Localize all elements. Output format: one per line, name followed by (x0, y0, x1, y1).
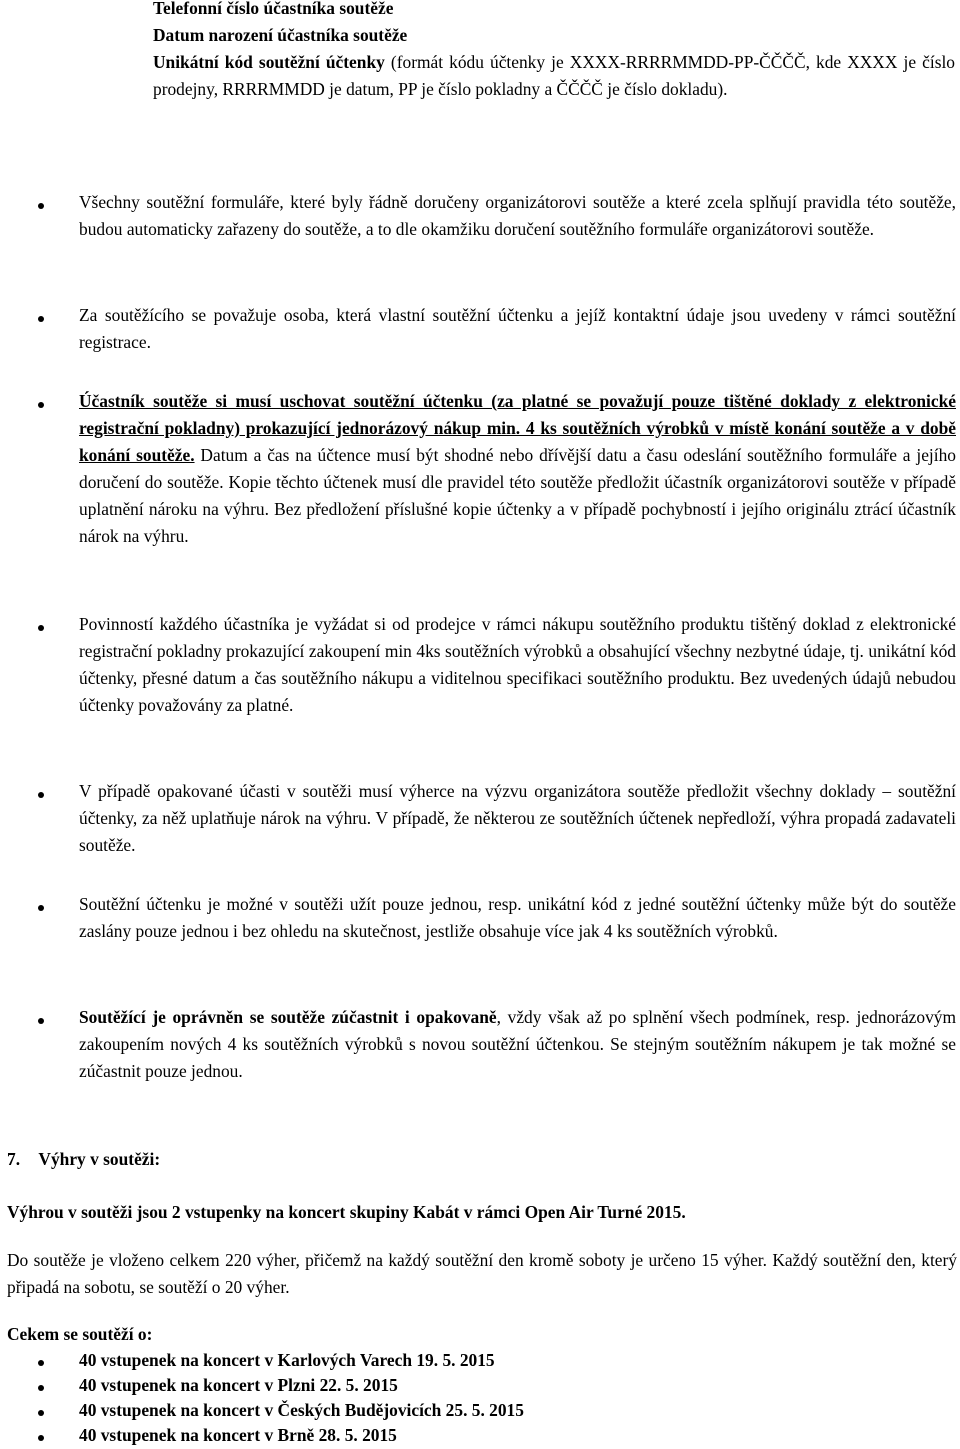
repeat-allowed-emphasis: Soutěžící je oprávněn se soutěže zúčastnit i opakovaně (79, 1007, 497, 1027)
section-title: Výhry v soutěži: (38, 1149, 161, 1169)
keep-receipt-details: Datum a čas na účtence musí být shodné nebo dřívější datu a času odeslání soutěžního formuláře a jejího doručení do soutěže. Kopie těchto účtenek musí dle pravidel této soutěže předložit účastník organizátorovi soutěže v případě uplatnění nároku na výhru. Bez předložení příslušné kopie účtenky a v případě pochybností i jejího originálu ztrácí účastník nárok na výhru. (79, 445, 956, 546)
receipt-code-format: (formát kódu účtenky je XXXX-RRRRMMDD-PP-ČČČČ, kde XXXX je číslo prodejny, RRRRMMDD je datum, PP je číslo pokladny a ČČČČ je číslo dokladu). (153, 52, 955, 99)
header-fields (153, 0, 955, 103)
bullet-dot (38, 1360, 44, 1366)
prize-item: 40 vstupenek na koncert v Plzni 22. 5. 2015 (79, 1375, 398, 1395)
prize-item: 40 vstupenek na koncert v Českých Budějovicích 25. 5. 2015 (79, 1400, 524, 1420)
bullet-keep-receipt (79, 388, 956, 550)
bullet-forms-included: Všechny soutěžní formuláře, které byly řádně doručeny organizátorovi soutěže a které zcela splňují pravidla této soutěže, budou automaticky zařazeny do soutěže, a to dle okamžiku doručení soutěžního formuláře organizátorovi soutěže. (79, 192, 956, 239)
repeat-allowed-details: , vždy však až po splnění všech podmínek, resp. jednorázovým zakoupením nových 4 ks soutěžních výrobků s novou soutěžní účtenkou. Se stejným soutěžním nákupem je tak možné se zúčastnit pouze jednou. (79, 1007, 956, 1081)
prize-item: 40 vstupenek na koncert v Brně 28. 5. 2015 (79, 1425, 397, 1445)
bullet-dot (38, 316, 44, 322)
receipt-code-label: Unikátní kód soutěžní účtenky (153, 52, 385, 72)
field-birthdate: Datum narození účastníka soutěže (153, 25, 408, 45)
keep-receipt-emphasis: Účastník soutěže si musí uschovat soutěžní účtenku (za platné se považují pouze tištěné doklady z elektronické registrační pokladny) prokazující jednorázový nákup min. 4 ks soutěžních výrobků v místě konání soutěže a v době konání soutěže. (79, 391, 956, 465)
main-prize: Výhrou v soutěži jsou 2 vstupenky na koncert skupiny Kabát v rámci Open Air Turné 2015. (7, 1202, 686, 1222)
bullet-dot (38, 1410, 44, 1416)
section-number: 7. (7, 1149, 21, 1169)
bullet-repeated-participation: V případě opakované účasti v soutěži musí výherce na výzvu organizátora soutěže předložit všechny doklady – soutěžní účtenky, za něž uplatňuje nárok na výhru. V případě, že některou ze soutěžních účtenek nepředloží, výhra propadá zadavateli soutěže. (79, 781, 956, 855)
total-prizes-label: Cekem se soutěží o: (7, 1324, 153, 1344)
bullet-repeat-allowed (79, 1004, 956, 1085)
field-phone: Telefonní číslo účastníka soutěže (153, 0, 394, 18)
bullet-dot (38, 203, 44, 209)
bullet-dot (38, 625, 44, 631)
bullet-dot (38, 1018, 44, 1024)
bullet-single-use: Soutěžní účtenku je možné v soutěži užít pouze jednou, resp. unikátní kód z jedné soutěžní účtenky může být do soutěže zaslány pouze jednou i bez ohledu na skutečnost, jestliže obsahuje více jak 4 ks soutěžních výrobků. (79, 894, 956, 941)
bullet-dot (38, 1385, 44, 1391)
bullet-dot (38, 402, 44, 408)
bullet-dot (38, 905, 44, 911)
field-receipt-code (153, 49, 955, 103)
bullet-dot (38, 792, 44, 798)
bullet-dot (38, 1435, 44, 1441)
bullet-request-receipt: Povinností každého účastníka je vyžádat si od prodejce v rámci nákupu soutěžního produktu tištěný doklad z elektronické registrační pokladny prokazující zakoupení min 4ks soutěžních výrobků a obsahující všechny nezbytné údaje, tj. unikátní kód účtenky, přesné datum a čas soutěžního nákupu a viditelnou specifikaci soutěžního produktu. Bez uvedených údajů nebudou účtenky považovány za platné. (79, 614, 956, 715)
section-heading (7, 1146, 160, 1173)
bullet-participant-definition: Za soutěžícího se považuje osoba, která vlastní soutěžní účtenku a jejíž kontaktní údaje jsou uvedeny v rámci soutěžní registrace. (79, 305, 956, 352)
prize-distribution: Do soutěže je vloženo celkem 220 výher, přičemž na každý soutěžní den kromě soboty je určeno 15 výher. Každý soutěžní den, který připadá na sobotu, se soutěží o 20 výher. (7, 1250, 957, 1297)
prize-item: 40 vstupenek na koncert v Karlových Varech 19. 5. 2015 (79, 1350, 495, 1370)
